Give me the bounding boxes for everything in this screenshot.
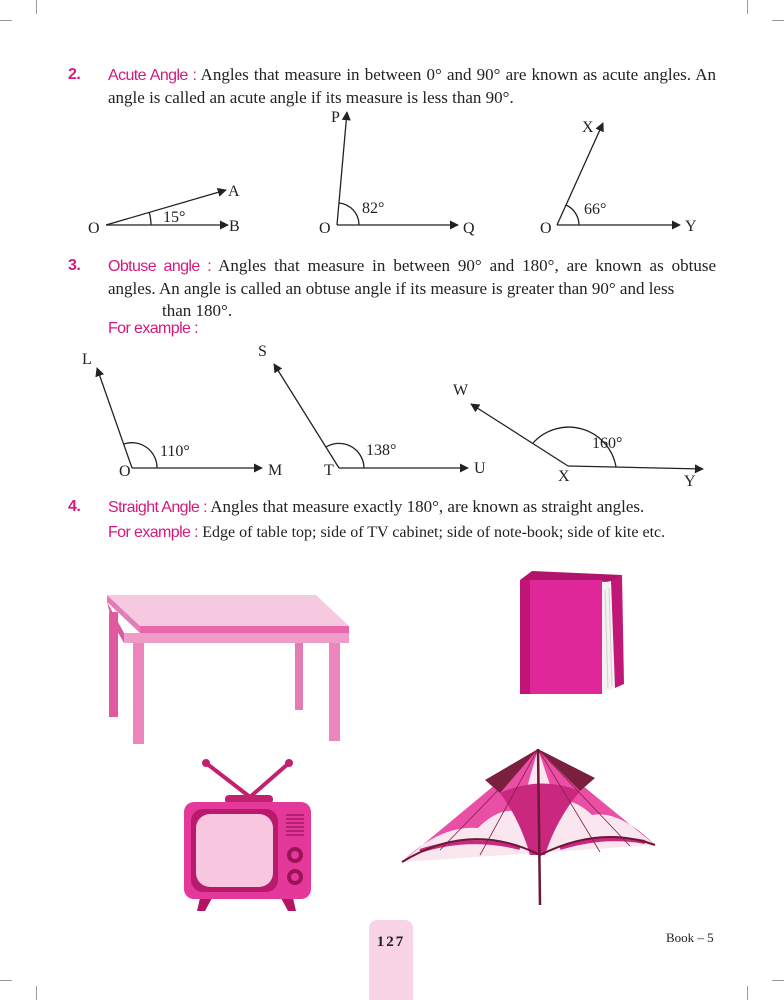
angle-measure: 15° <box>163 209 186 226</box>
arm-label: X <box>582 119 594 136</box>
arm-label: Y <box>685 218 697 235</box>
vertex-label: T <box>324 462 334 479</box>
arm-label: A <box>228 183 240 200</box>
arm-label: Q <box>463 220 475 237</box>
angle-measure: 110° <box>160 443 190 460</box>
table-illustration <box>107 595 349 744</box>
arm-label: P <box>331 109 340 126</box>
section-text: Angles that measure in between 90° and 180°, are known as obtuse angles. An angle is called an obtuse angle if its measure is greater than 90° and less <box>108 256 717 298</box>
arm-label: W <box>453 382 469 399</box>
vertex-label: O <box>319 220 331 237</box>
angle-measure: 82° <box>362 200 385 217</box>
section-heading: Obtuse angle : <box>108 258 212 275</box>
vertex-label: O <box>88 220 100 237</box>
section-text: Angles that measure exactly 180°, are known as straight angles. <box>210 497 645 516</box>
section-text-continued: than 180°. <box>162 301 233 320</box>
section-text: Angles that measure in between 0° and 90° are known as acute angles. An angle is called an acute angle if its measure is less than 90°. <box>108 65 716 107</box>
arm-label: L <box>82 351 92 368</box>
tv-illustration <box>184 759 311 911</box>
arm-label: B <box>229 218 240 235</box>
page-number-tab <box>369 920 413 1000</box>
arm-label: Y <box>684 473 696 490</box>
vertex-label: O <box>540 220 552 237</box>
arm-label: S <box>258 343 267 360</box>
vertex-label: O <box>119 463 131 480</box>
example-label: For example : <box>108 524 199 541</box>
arm-label: M <box>268 462 283 479</box>
angle-measure: 66° <box>584 201 607 218</box>
angle-measure: 138° <box>366 442 397 459</box>
arm-label: U <box>474 460 486 477</box>
kite-illustration <box>402 749 655 905</box>
page-number: 127 <box>376 934 406 950</box>
section-number: 2. <box>68 66 81 83</box>
book-illustration <box>520 571 624 694</box>
book-label: Book – 5 <box>666 930 714 945</box>
section-heading: Straight Angle : <box>108 499 207 516</box>
angle-measure: 160° <box>592 435 623 452</box>
example-label: For example : <box>108 320 199 337</box>
section-number: 3. <box>68 257 81 274</box>
section-number: 4. <box>68 498 81 515</box>
section-heading: Acute Angle : <box>108 67 197 84</box>
example-text: Edge of table top; side of TV cabinet; side of note-book; side of kite etc. <box>202 524 666 541</box>
vertex-label: X <box>558 468 570 485</box>
